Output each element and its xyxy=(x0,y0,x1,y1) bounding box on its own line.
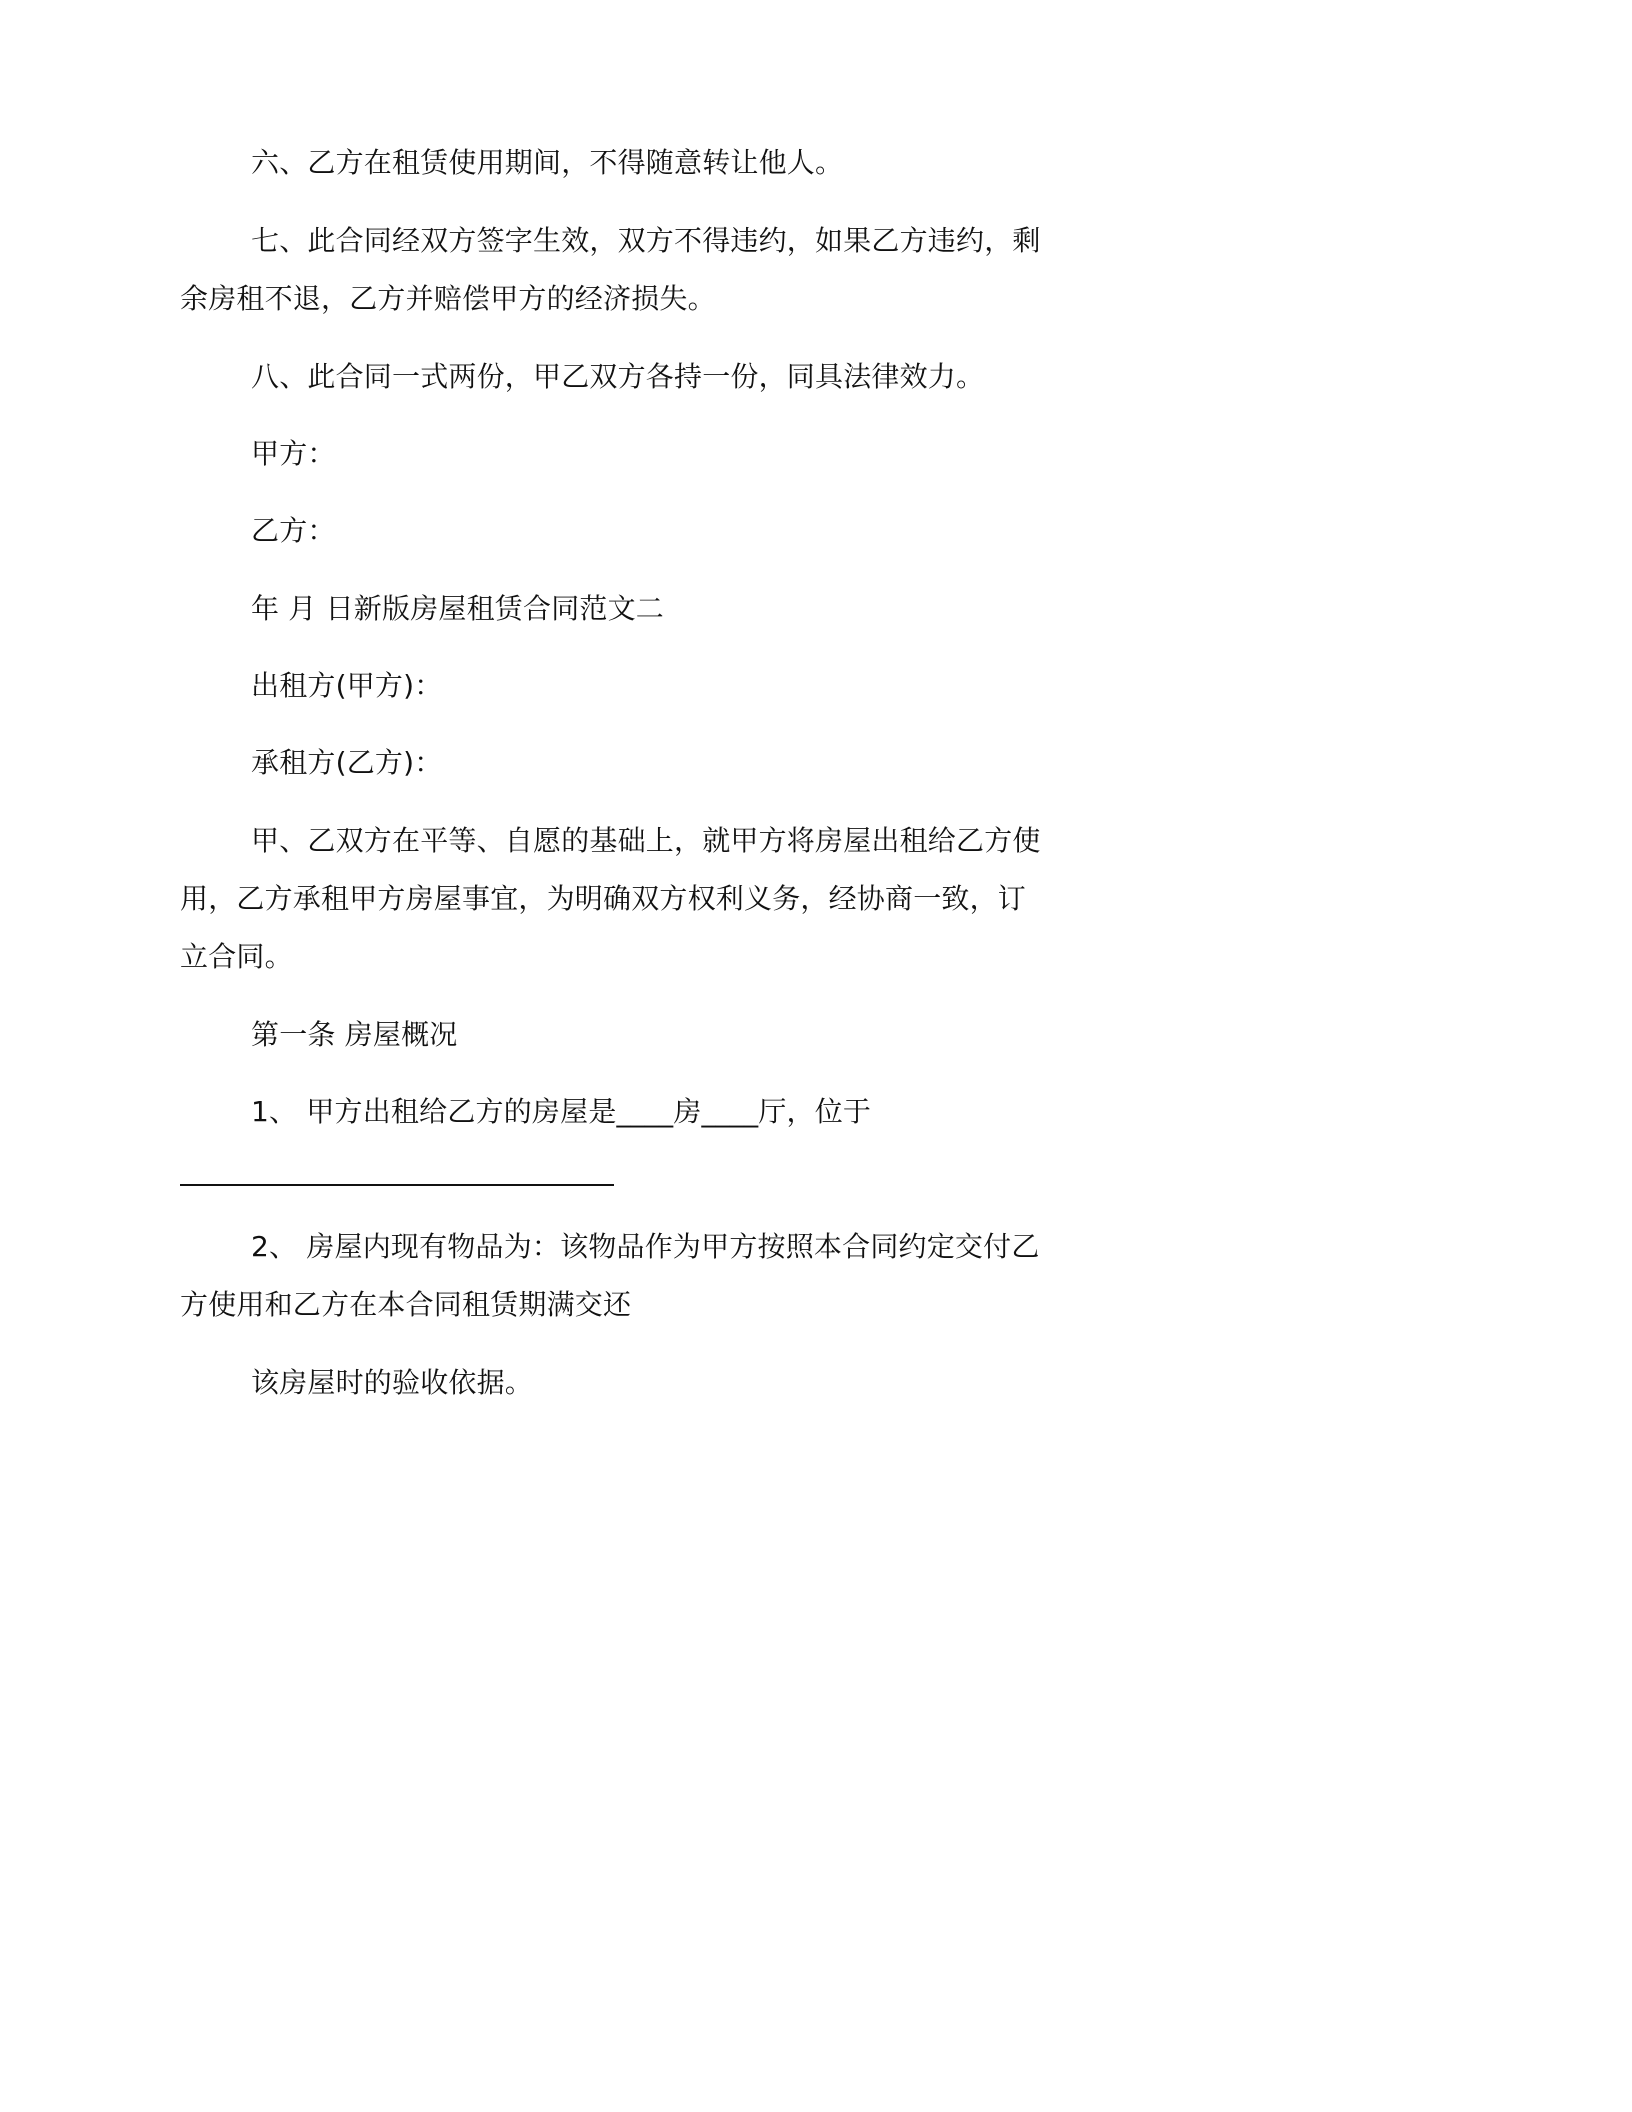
item-two-line-1: 2、 房屋内现有物品为：该物品作为甲方按照本合同约定交付乙 xyxy=(251,1230,1040,1263)
clause-eight: 八、此合同一式两份，甲乙双方各持一份，同具法律效力。 xyxy=(251,360,985,393)
item-two-line-2: 方使用和乙方在本合同租赁期满交还 xyxy=(180,1288,632,1321)
lessor-label: 出租方(甲方)： xyxy=(251,669,443,702)
party-a-signature-line: 甲方： xyxy=(251,437,336,470)
item-two-line-3: 该房屋时的验收依据。 xyxy=(251,1366,534,1399)
address-blank-line xyxy=(180,1184,614,1186)
preamble-line-1: 甲、乙双方在平等、自愿的基础上，就甲方将房屋出租给乙方使 xyxy=(251,824,1041,857)
preamble-line-3: 立合同。 xyxy=(180,940,293,973)
article-one-heading: 第一条 房屋概况 xyxy=(251,1018,458,1051)
clause-seven-line-2: 余房租不退，乙方并赔偿甲方的经济损失。 xyxy=(180,282,716,315)
clause-seven-line-1: 七、此合同经双方签字生效，双方不得违约，如果乙方违约，剩 xyxy=(251,224,1041,257)
item-one: 1、 甲方出租给乙方的房屋是____房____厅，位于 xyxy=(251,1095,872,1128)
preamble-line-2: 用，乙方承租甲方房屋事宜，为明确双方权利义务，经协商一致，订 xyxy=(180,882,1027,915)
party-b-signature-line: 乙方： xyxy=(251,514,336,547)
date-and-second-title: 年 月 日新版房屋租赁合同范文二 xyxy=(251,592,665,625)
lessee-label: 承租方(乙方)： xyxy=(251,746,443,779)
clause-six: 六、乙方在租赁使用期间，不得随意转让他人。 xyxy=(251,146,844,179)
